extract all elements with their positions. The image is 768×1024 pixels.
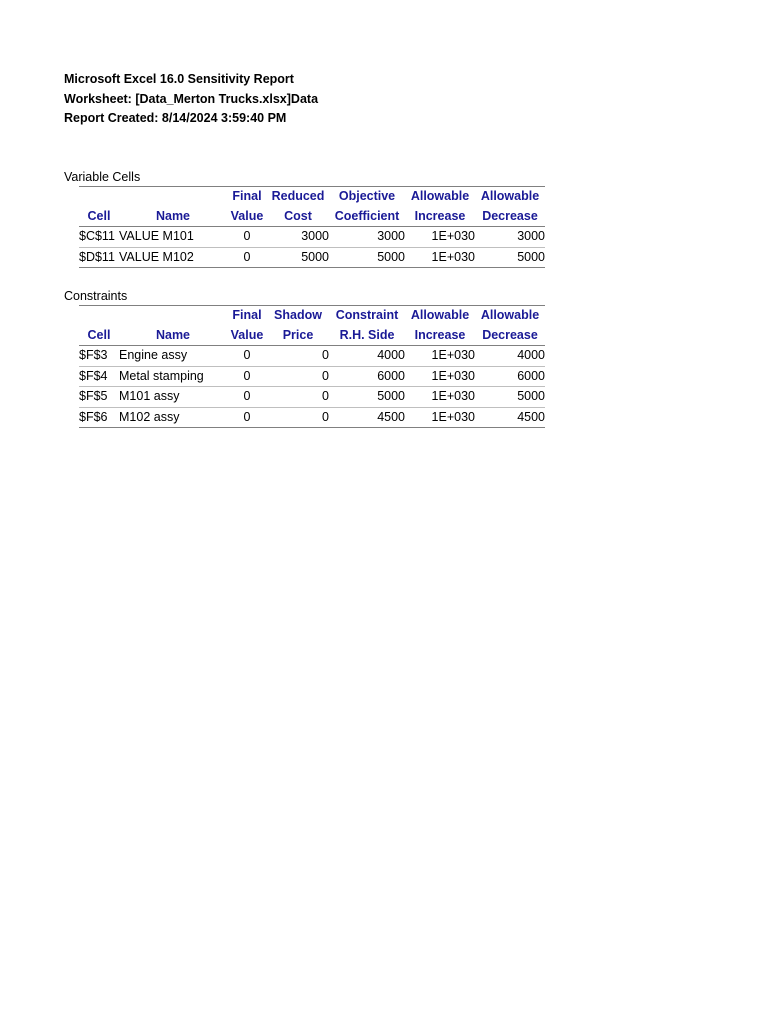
constraint-name: M101 assy (119, 387, 227, 408)
table-row (79, 407, 545, 428)
constraint-name: M102 assy (119, 407, 227, 428)
cell-reference: $F$3 (79, 346, 119, 367)
column-header: Allowable (405, 306, 475, 326)
column-header: R.H. Side (329, 326, 405, 346)
shadow-price: 0 (267, 387, 329, 408)
table-row (79, 227, 545, 248)
constraint-rh-side: 4500 (329, 407, 405, 428)
constraint-rh-side: 6000 (329, 366, 405, 387)
report-created-label: Report Created: 8/14/2024 3:59:40 PM (64, 111, 287, 125)
column-header: Allowable (475, 187, 545, 207)
column-header (119, 306, 227, 326)
allowable-decrease: 6000 (475, 366, 545, 387)
column-header: Name (119, 326, 227, 346)
column-header: Increase (405, 326, 475, 346)
final-value: 0 (227, 387, 267, 408)
column-header: Cell (79, 326, 119, 346)
table-row (79, 387, 545, 408)
allowable-increase: 1E+030 (405, 346, 475, 367)
table-row (79, 247, 545, 268)
cell-reference: $C$11 (79, 227, 119, 248)
table-row (79, 366, 545, 387)
allowable-decrease: 4000 (475, 346, 545, 367)
variable-cells-title: Variable Cells (64, 170, 141, 184)
column-header: Decrease (475, 326, 545, 346)
final-value: 0 (227, 346, 267, 367)
allowable-increase: 1E+030 (405, 366, 475, 387)
allowable-decrease: 4500 (475, 407, 545, 428)
cell-reference: $F$5 (79, 387, 119, 408)
column-header: Value (227, 207, 267, 227)
header-row-bottom (79, 326, 545, 346)
allowable-decrease: 5000 (475, 387, 545, 408)
final-value: 0 (227, 227, 267, 248)
allowable-increase: 1E+030 (405, 247, 475, 268)
column-header: Allowable (405, 187, 475, 207)
column-header: Decrease (475, 207, 545, 227)
column-header (79, 306, 119, 326)
shadow-price: 0 (267, 346, 329, 367)
column-header: Value (227, 326, 267, 346)
constraint-name: Metal stamping (119, 366, 227, 387)
allowable-increase: 1E+030 (405, 387, 475, 408)
column-header: Price (267, 326, 329, 346)
column-header: Reduced (267, 187, 329, 207)
report-title: Microsoft Excel 16.0 Sensitivity Report (64, 72, 294, 86)
report-header (64, 70, 318, 129)
column-header (79, 187, 119, 207)
column-header: Name (119, 207, 227, 227)
allowable-decrease: 3000 (475, 227, 545, 248)
constraints-title: Constraints (64, 289, 128, 303)
constraints-table (79, 305, 545, 428)
allowable-increase: 1E+030 (405, 407, 475, 428)
table-row (79, 346, 545, 367)
column-header: Shadow (267, 306, 329, 326)
column-header: Allowable (475, 306, 545, 326)
cell-reference: $F$6 (79, 407, 119, 428)
reduced-cost: 5000 (267, 247, 329, 268)
objective-coefficient: 3000 (329, 227, 405, 248)
final-value: 0 (227, 407, 267, 428)
header-row-top (79, 187, 545, 207)
constraint-rh-side: 4000 (329, 346, 405, 367)
final-value: 0 (227, 366, 267, 387)
column-header: Cell (79, 207, 119, 227)
constraint-name: Engine assy (119, 346, 227, 367)
column-header: Constraint (329, 306, 405, 326)
cell-name: VALUE M101 (119, 227, 227, 248)
column-header: Increase (405, 207, 475, 227)
cell-reference: $D$11 (79, 247, 119, 268)
shadow-price: 0 (267, 407, 329, 428)
allowable-decrease: 5000 (475, 247, 545, 268)
variable-cells-table (79, 186, 545, 268)
column-header: Coefficient (329, 207, 405, 227)
cell-name: VALUE M102 (119, 247, 227, 268)
column-header: Final (227, 306, 267, 326)
allowable-increase: 1E+030 (405, 227, 475, 248)
column-header: Cost (267, 207, 329, 227)
column-header: Final (227, 187, 267, 207)
column-header: Objective (329, 187, 405, 207)
cell-reference: $F$4 (79, 366, 119, 387)
reduced-cost: 3000 (267, 227, 329, 248)
objective-coefficient: 5000 (329, 247, 405, 268)
final-value: 0 (227, 247, 267, 268)
constraint-rh-side: 5000 (329, 387, 405, 408)
header-row-top (79, 306, 545, 326)
column-header (119, 187, 227, 207)
header-row-bottom (79, 207, 545, 227)
shadow-price: 0 (267, 366, 329, 387)
worksheet-label: Worksheet: [Data_Merton Trucks.xlsx]Data (64, 91, 319, 106)
